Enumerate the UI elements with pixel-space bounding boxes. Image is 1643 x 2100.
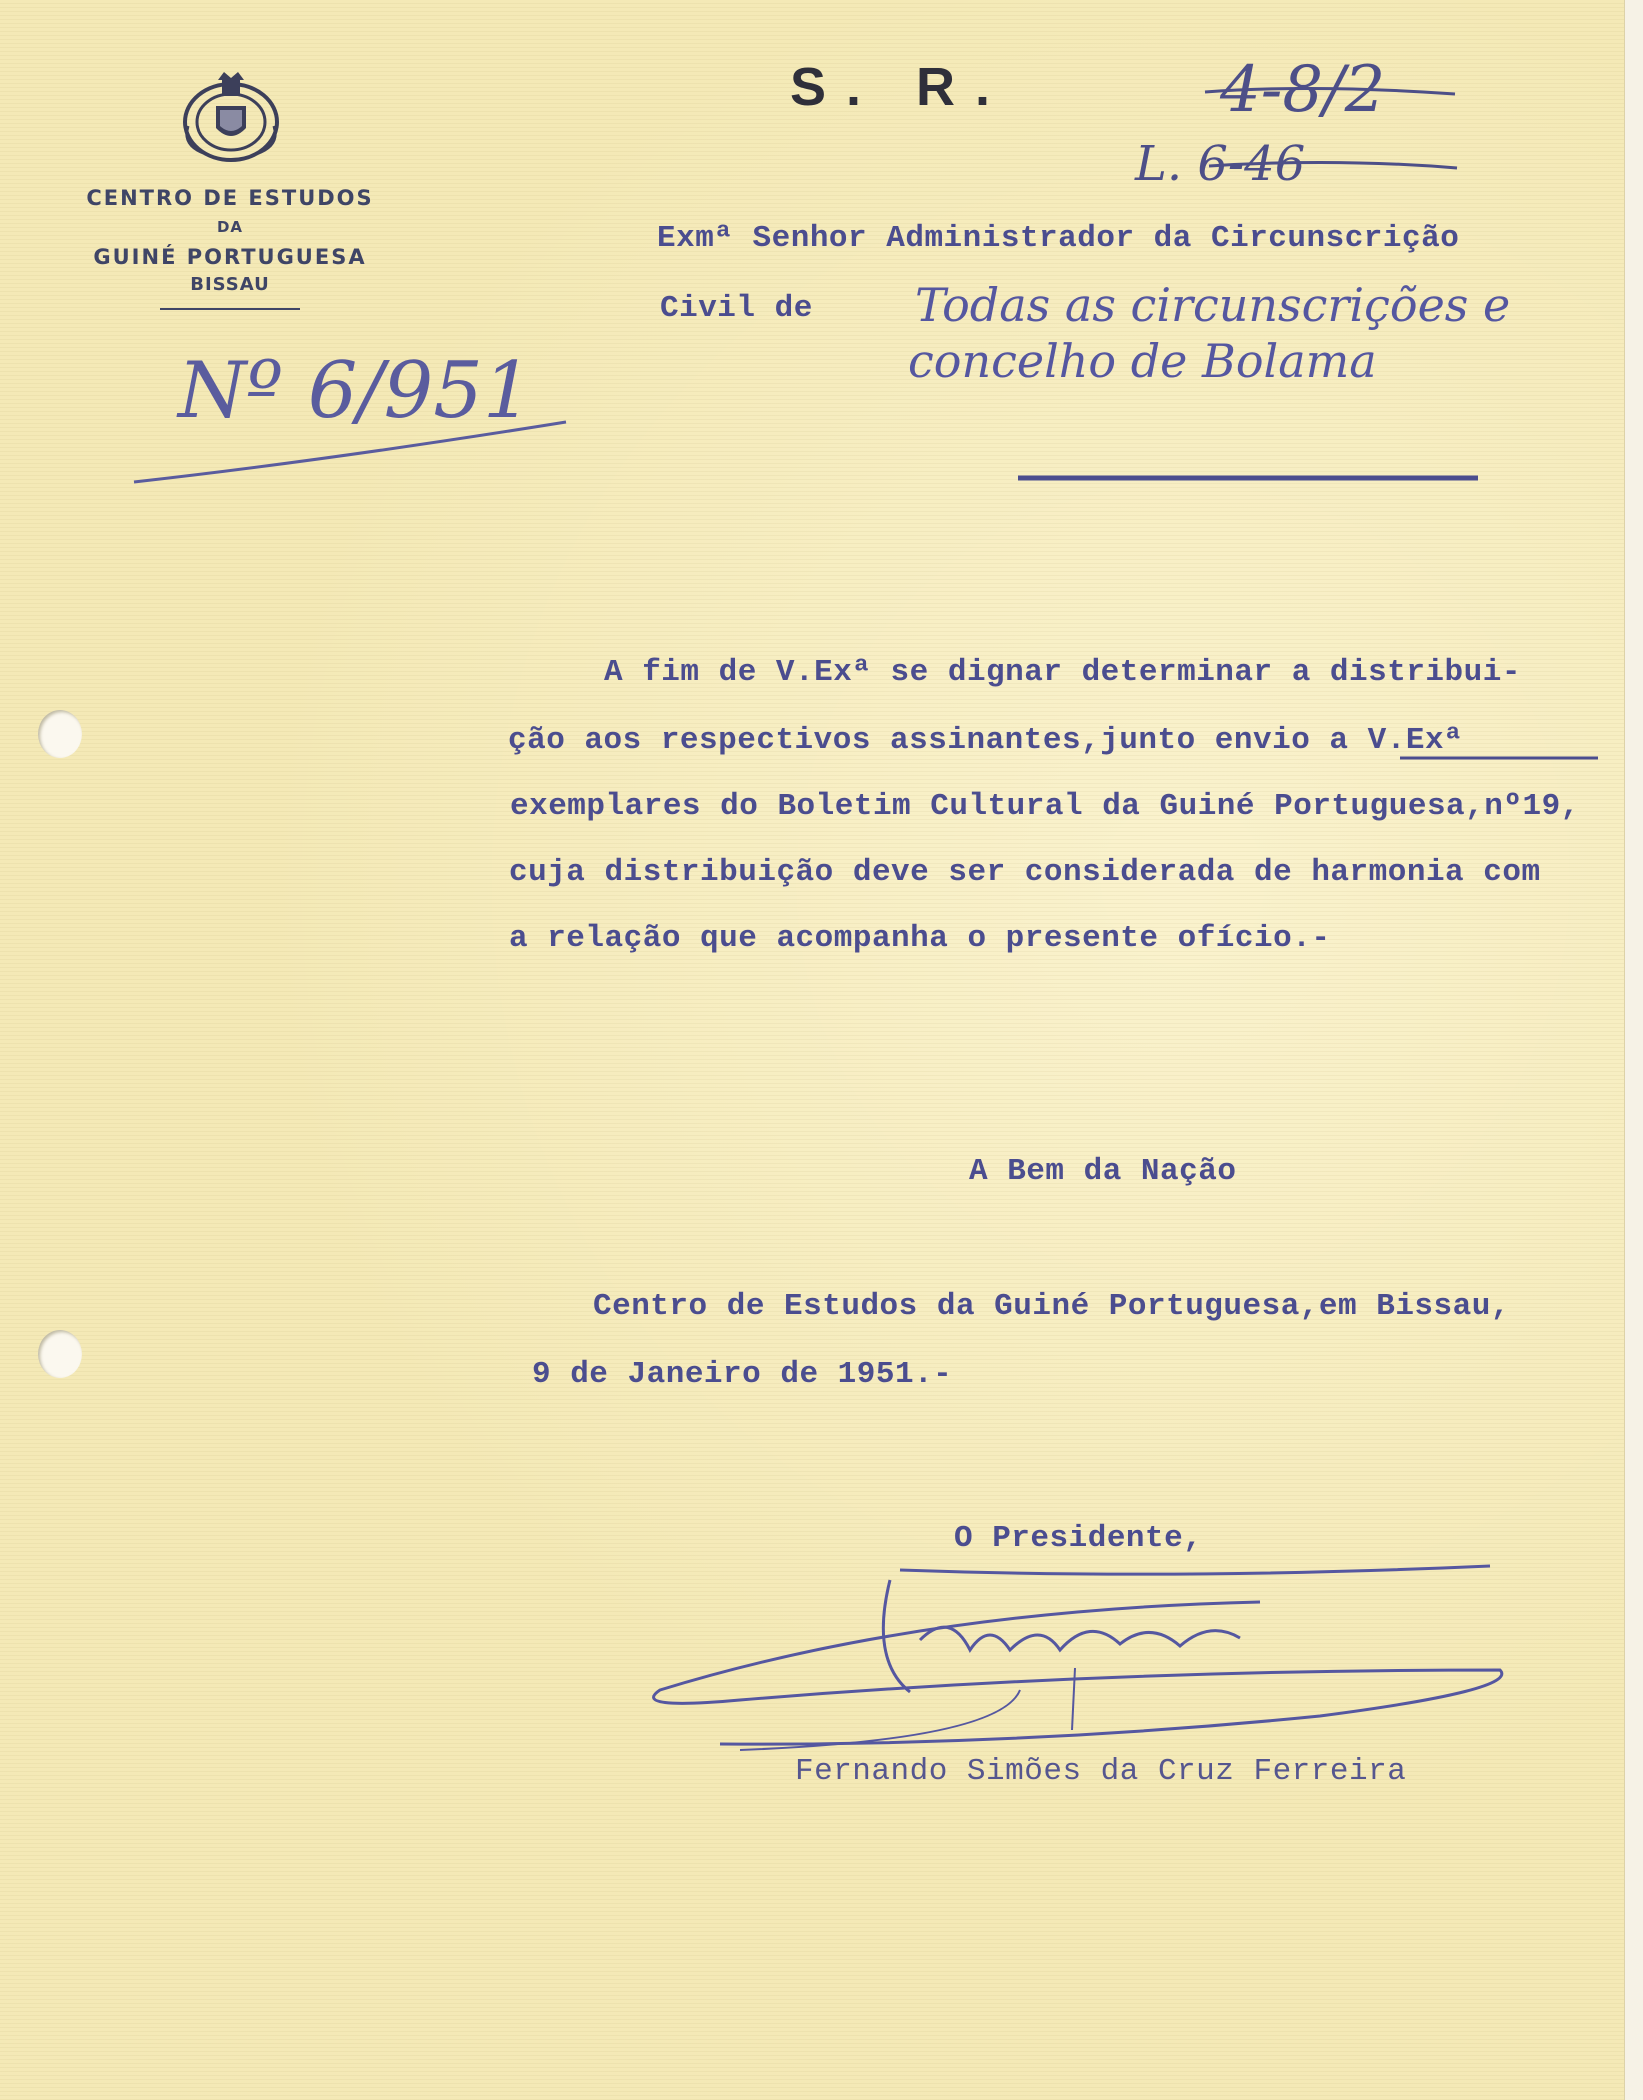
addressee-rule xyxy=(1018,474,1480,482)
addressee-prefix: Civil de xyxy=(660,291,813,326)
body-line: ção aos respectivos assinantes,junto envio a V.Exª xyxy=(508,723,1464,758)
sr-mark: S. R. xyxy=(790,57,1011,117)
body-line: A fim de V.Exª se dignar determinar a distribui- xyxy=(604,655,1521,690)
reference-number: Nº 6/951 xyxy=(178,346,533,436)
paper-edge xyxy=(1624,0,1643,2100)
body-line: a relação que acompanha o presente ofício.- xyxy=(509,921,1331,956)
addressee-handwritten-1: Todas as circunscrições e xyxy=(915,278,1511,332)
closing-place: Centro de Estudos da Guiné Portuguesa,em Bissau, xyxy=(593,1289,1510,1324)
signature-name: Fernando Simões da Cruz Ferreira xyxy=(795,1754,1407,1789)
letterhead-line-1: CENTRO DE ESTUDOS xyxy=(86,186,374,210)
body-line: exemplares do Boletim Cultural da Guiné Portuguesa,nº19, xyxy=(510,789,1580,824)
letterhead-line-4: BISSAU xyxy=(190,274,270,295)
closing-salutation: A Bem da Nação xyxy=(969,1154,1237,1189)
addressee-line-1: Exmª Senhor Administrador da Circunscrição xyxy=(657,221,1460,256)
body-line: cuja distribuição deve ser considerada de harmonia com xyxy=(509,855,1541,890)
handwritten-signature xyxy=(620,1540,1520,1770)
signature-title: O Presidente, xyxy=(954,1521,1203,1556)
letterhead-rule xyxy=(160,307,300,313)
letterhead-line-3: GUINÉ PORTUGUESA xyxy=(93,245,367,269)
letterhead-line-2: DA xyxy=(216,218,244,236)
punch-hole xyxy=(38,1330,82,1378)
annotation-top: 4-8/2 xyxy=(1220,53,1386,127)
addressee-handwritten-2: concelho de Bolama xyxy=(908,334,1377,388)
copies-blank-line xyxy=(1400,756,1600,762)
annotation-bottom: L. 6-46 xyxy=(1135,136,1306,192)
reference-underline xyxy=(130,410,570,490)
punch-hole xyxy=(38,710,82,758)
coat-of-arms-icon xyxy=(176,66,286,164)
closing-date: 9 de Janeiro de 1951.- xyxy=(532,1357,953,1392)
